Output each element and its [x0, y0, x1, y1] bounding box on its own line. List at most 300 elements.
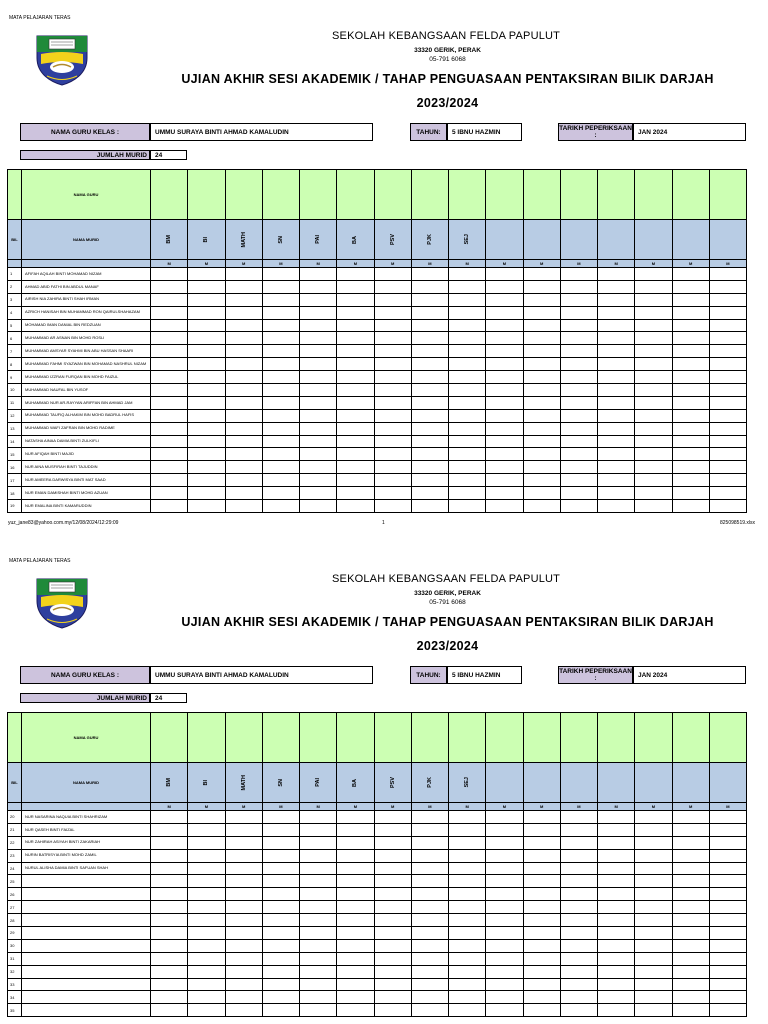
mark-cell[interactable]: [151, 448, 188, 461]
mark-cell[interactable]: [635, 914, 672, 927]
mark-cell[interactable]: [411, 396, 448, 409]
mark-cell[interactable]: [411, 280, 448, 293]
mark-cell[interactable]: [225, 823, 262, 836]
mark-cell[interactable]: [411, 991, 448, 1004]
mark-cell[interactable]: [635, 487, 672, 500]
mark-cell[interactable]: [598, 461, 635, 474]
mark-cell[interactable]: [151, 268, 188, 281]
guru-cell-6[interactable]: [374, 713, 411, 763]
mark-cell[interactable]: [709, 823, 746, 836]
mark-cell[interactable]: [225, 875, 262, 888]
mark-cell[interactable]: [225, 952, 262, 965]
mark-cell[interactable]: [337, 358, 374, 371]
mark-cell[interactable]: [337, 939, 374, 952]
mark-cell[interactable]: [635, 875, 672, 888]
guru-cell-14[interactable]: [672, 170, 709, 220]
mark-cell[interactable]: [598, 978, 635, 991]
mark-cell[interactable]: [598, 319, 635, 332]
mark-cell[interactable]: [151, 875, 188, 888]
mark-cell[interactable]: [374, 358, 411, 371]
mark-cell[interactable]: [411, 435, 448, 448]
mark-cell[interactable]: [300, 811, 337, 824]
mark-cell[interactable]: [225, 461, 262, 474]
guru-cell-12[interactable]: [598, 170, 635, 220]
mark-cell[interactable]: [560, 422, 597, 435]
mark-cell[interactable]: [560, 332, 597, 345]
mark-cell[interactable]: [262, 409, 299, 422]
mark-cell[interactable]: [262, 371, 299, 384]
mark-cell[interactable]: [337, 422, 374, 435]
mark-cell[interactable]: [300, 280, 337, 293]
mark-cell[interactable]: [635, 991, 672, 1004]
mark-cell[interactable]: [709, 448, 746, 461]
mark-cell[interactable]: [188, 461, 225, 474]
mark-cell[interactable]: [411, 978, 448, 991]
mark-cell[interactable]: [635, 409, 672, 422]
mark-cell[interactable]: [411, 293, 448, 306]
guru-cell-5[interactable]: [337, 170, 374, 220]
mark-cell[interactable]: [411, 358, 448, 371]
mark-cell[interactable]: [560, 448, 597, 461]
mark-cell[interactable]: [262, 939, 299, 952]
mark-cell[interactable]: [449, 500, 486, 513]
mark-cell[interactable]: [374, 927, 411, 940]
mark-cell[interactable]: [188, 487, 225, 500]
mark-cell[interactable]: [337, 396, 374, 409]
mark-cell[interactable]: [151, 849, 188, 862]
mark-cell[interactable]: [151, 836, 188, 849]
mark-cell[interactable]: [523, 461, 560, 474]
mark-cell[interactable]: [672, 1004, 709, 1017]
guru-cell-0[interactable]: [151, 713, 188, 763]
guru-cell-0[interactable]: [151, 170, 188, 220]
mark-cell[interactable]: [262, 914, 299, 927]
mark-cell[interactable]: [560, 952, 597, 965]
mark-cell[interactable]: [262, 875, 299, 888]
mark-cell[interactable]: [672, 435, 709, 448]
mark-cell[interactable]: [449, 836, 486, 849]
mark-cell[interactable]: [225, 306, 262, 319]
mark-cell[interactable]: [635, 927, 672, 940]
mark-cell[interactable]: [598, 939, 635, 952]
mark-cell[interactable]: [262, 293, 299, 306]
mark-cell[interactable]: [411, 862, 448, 875]
mark-cell[interactable]: [709, 280, 746, 293]
mark-cell[interactable]: [560, 862, 597, 875]
mark-cell[interactable]: [449, 280, 486, 293]
mark-cell[interactable]: [411, 875, 448, 888]
mark-cell[interactable]: [300, 487, 337, 500]
mark-cell[interactable]: [449, 914, 486, 927]
mark-cell[interactable]: [709, 435, 746, 448]
mark-cell[interactable]: [188, 332, 225, 345]
mark-cell[interactable]: [672, 927, 709, 940]
mark-cell[interactable]: [262, 823, 299, 836]
mark-cell[interactable]: [598, 849, 635, 862]
mark-cell[interactable]: [374, 332, 411, 345]
mark-cell[interactable]: [486, 500, 523, 513]
mark-cell[interactable]: [411, 952, 448, 965]
mark-cell[interactable]: [709, 396, 746, 409]
mark-cell[interactable]: [374, 396, 411, 409]
mark-cell[interactable]: [337, 952, 374, 965]
guru-cell-13[interactable]: [635, 713, 672, 763]
mark-cell[interactable]: [300, 939, 337, 952]
mark-cell[interactable]: [560, 836, 597, 849]
mark-cell[interactable]: [262, 888, 299, 901]
mark-cell[interactable]: [337, 862, 374, 875]
mark-cell[interactable]: [560, 991, 597, 1004]
mark-cell[interactable]: [225, 901, 262, 914]
mark-cell[interactable]: [486, 901, 523, 914]
mark-cell[interactable]: [598, 306, 635, 319]
mark-cell[interactable]: [337, 836, 374, 849]
mark-cell[interactable]: [262, 396, 299, 409]
mark-cell[interactable]: [374, 888, 411, 901]
mark-cell[interactable]: [598, 487, 635, 500]
mark-cell[interactable]: [523, 268, 560, 281]
mark-cell[interactable]: [560, 319, 597, 332]
mark-cell[interactable]: [486, 396, 523, 409]
mark-cell[interactable]: [560, 927, 597, 940]
mark-cell[interactable]: [672, 500, 709, 513]
mark-cell[interactable]: [449, 448, 486, 461]
mark-cell[interactable]: [635, 500, 672, 513]
mark-cell[interactable]: [635, 474, 672, 487]
mark-cell[interactable]: [672, 862, 709, 875]
mark-cell[interactable]: [486, 371, 523, 384]
mark-cell[interactable]: [262, 991, 299, 1004]
mark-cell[interactable]: [374, 500, 411, 513]
mark-cell[interactable]: [486, 849, 523, 862]
mark-cell[interactable]: [411, 939, 448, 952]
mark-cell[interactable]: [151, 461, 188, 474]
mark-cell[interactable]: [188, 888, 225, 901]
mark-cell[interactable]: [300, 927, 337, 940]
mark-cell[interactable]: [486, 875, 523, 888]
mark-cell[interactable]: [486, 461, 523, 474]
mark-cell[interactable]: [598, 500, 635, 513]
mark-cell[interactable]: [374, 448, 411, 461]
mark-cell[interactable]: [337, 849, 374, 862]
mark-cell[interactable]: [449, 422, 486, 435]
mark-cell[interactable]: [151, 1004, 188, 1017]
mark-cell[interactable]: [486, 409, 523, 422]
mark-cell[interactable]: [709, 384, 746, 397]
guru-cell-7[interactable]: [411, 170, 448, 220]
mark-cell[interactable]: [262, 1004, 299, 1017]
mark-cell[interactable]: [672, 268, 709, 281]
mark-cell[interactable]: [300, 332, 337, 345]
mark-cell[interactable]: [635, 901, 672, 914]
mark-cell[interactable]: [300, 862, 337, 875]
mark-cell[interactable]: [449, 823, 486, 836]
mark-cell[interactable]: [337, 487, 374, 500]
mark-cell[interactable]: [411, 487, 448, 500]
mark-cell[interactable]: [225, 409, 262, 422]
mark-cell[interactable]: [225, 927, 262, 940]
mark-cell[interactable]: [635, 293, 672, 306]
mark-cell[interactable]: [262, 487, 299, 500]
mark-cell[interactable]: [709, 409, 746, 422]
mark-cell[interactable]: [411, 319, 448, 332]
mark-cell[interactable]: [523, 901, 560, 914]
mark-cell[interactable]: [188, 914, 225, 927]
mark-cell[interactable]: [598, 1004, 635, 1017]
mark-cell[interactable]: [449, 875, 486, 888]
mark-cell[interactable]: [188, 435, 225, 448]
mark-cell[interactable]: [449, 862, 486, 875]
mark-cell[interactable]: [560, 914, 597, 927]
mark-cell[interactable]: [337, 927, 374, 940]
mark-cell[interactable]: [523, 435, 560, 448]
mark-cell[interactable]: [523, 448, 560, 461]
mark-cell[interactable]: [151, 409, 188, 422]
mark-cell[interactable]: [262, 268, 299, 281]
mark-cell[interactable]: [374, 875, 411, 888]
mark-cell[interactable]: [225, 849, 262, 862]
mark-cell[interactable]: [523, 965, 560, 978]
mark-cell[interactable]: [188, 991, 225, 1004]
mark-cell[interactable]: [374, 319, 411, 332]
mark-cell[interactable]: [560, 965, 597, 978]
mark-cell[interactable]: [449, 1004, 486, 1017]
mark-cell[interactable]: [635, 1004, 672, 1017]
mark-cell[interactable]: [672, 384, 709, 397]
mark-cell[interactable]: [672, 332, 709, 345]
mark-cell[interactable]: [225, 888, 262, 901]
mark-cell[interactable]: [151, 965, 188, 978]
mark-cell[interactable]: [635, 448, 672, 461]
mark-cell[interactable]: [523, 978, 560, 991]
mark-cell[interactable]: [709, 952, 746, 965]
mark-cell[interactable]: [672, 952, 709, 965]
mark-cell[interactable]: [300, 965, 337, 978]
mark-cell[interactable]: [560, 500, 597, 513]
mark-cell[interactable]: [337, 823, 374, 836]
mark-cell[interactable]: [188, 422, 225, 435]
mark-cell[interactable]: [151, 487, 188, 500]
mark-cell[interactable]: [151, 332, 188, 345]
mark-cell[interactable]: [598, 965, 635, 978]
mark-cell[interactable]: [449, 965, 486, 978]
mark-cell[interactable]: [486, 914, 523, 927]
mark-cell[interactable]: [523, 914, 560, 927]
mark-cell[interactable]: [635, 836, 672, 849]
mark-cell[interactable]: [635, 345, 672, 358]
mark-cell[interactable]: [672, 836, 709, 849]
guru-cell-5[interactable]: [337, 713, 374, 763]
mark-cell[interactable]: [225, 345, 262, 358]
mark-cell[interactable]: [598, 384, 635, 397]
mark-cell[interactable]: [672, 849, 709, 862]
mark-cell[interactable]: [523, 422, 560, 435]
mark-cell[interactable]: [486, 268, 523, 281]
mark-cell[interactable]: [449, 396, 486, 409]
mark-cell[interactable]: [374, 823, 411, 836]
mark-cell[interactable]: [188, 1004, 225, 1017]
mark-cell[interactable]: [709, 811, 746, 824]
guru-cell-2[interactable]: [225, 713, 262, 763]
mark-cell[interactable]: [300, 978, 337, 991]
mark-cell[interactable]: [449, 901, 486, 914]
mark-cell[interactable]: [560, 461, 597, 474]
mark-cell[interactable]: [151, 319, 188, 332]
mark-cell[interactable]: [374, 965, 411, 978]
mark-cell[interactable]: [523, 306, 560, 319]
mark-cell[interactable]: [709, 862, 746, 875]
mark-cell[interactable]: [337, 978, 374, 991]
mark-cell[interactable]: [672, 823, 709, 836]
mark-cell[interactable]: [262, 965, 299, 978]
mark-cell[interactable]: [449, 939, 486, 952]
mark-cell[interactable]: [151, 901, 188, 914]
mark-cell[interactable]: [411, 422, 448, 435]
mark-cell[interactable]: [225, 991, 262, 1004]
mark-cell[interactable]: [337, 965, 374, 978]
mark-cell[interactable]: [598, 875, 635, 888]
mark-cell[interactable]: [188, 823, 225, 836]
mark-cell[interactable]: [523, 293, 560, 306]
mark-cell[interactable]: [300, 448, 337, 461]
mark-cell[interactable]: [300, 500, 337, 513]
mark-cell[interactable]: [486, 280, 523, 293]
mark-cell[interactable]: [635, 358, 672, 371]
mark-cell[interactable]: [300, 435, 337, 448]
mark-cell[interactable]: [374, 1004, 411, 1017]
mark-cell[interactable]: [225, 978, 262, 991]
mark-cell[interactable]: [672, 319, 709, 332]
mark-cell[interactable]: [151, 293, 188, 306]
mark-cell[interactable]: [151, 991, 188, 1004]
mark-cell[interactable]: [374, 409, 411, 422]
mark-cell[interactable]: [262, 474, 299, 487]
mark-cell[interactable]: [411, 384, 448, 397]
mark-cell[interactable]: [262, 811, 299, 824]
mark-cell[interactable]: [225, 371, 262, 384]
mark-cell[interactable]: [486, 384, 523, 397]
mark-cell[interactable]: [188, 474, 225, 487]
mark-cell[interactable]: [523, 849, 560, 862]
mark-cell[interactable]: [709, 345, 746, 358]
mark-cell[interactable]: [300, 914, 337, 927]
mark-cell[interactable]: [486, 991, 523, 1004]
mark-cell[interactable]: [225, 332, 262, 345]
mark-cell[interactable]: [374, 268, 411, 281]
mark-cell[interactable]: [188, 396, 225, 409]
mark-cell[interactable]: [449, 952, 486, 965]
mark-cell[interactable]: [374, 422, 411, 435]
mark-cell[interactable]: [188, 268, 225, 281]
mark-cell[interactable]: [486, 422, 523, 435]
mark-cell[interactable]: [560, 849, 597, 862]
mark-cell[interactable]: [151, 888, 188, 901]
mark-cell[interactable]: [523, 332, 560, 345]
mark-cell[interactable]: [672, 422, 709, 435]
mark-cell[interactable]: [449, 332, 486, 345]
mark-cell[interactable]: [635, 888, 672, 901]
guru-cell-10[interactable]: [523, 713, 560, 763]
mark-cell[interactable]: [225, 1004, 262, 1017]
mark-cell[interactable]: [672, 306, 709, 319]
mark-cell[interactable]: [225, 384, 262, 397]
mark-cell[interactable]: [225, 474, 262, 487]
mark-cell[interactable]: [151, 474, 188, 487]
mark-cell[interactable]: [300, 474, 337, 487]
mark-cell[interactable]: [300, 461, 337, 474]
mark-cell[interactable]: [486, 306, 523, 319]
mark-cell[interactable]: [560, 875, 597, 888]
mark-cell[interactable]: [337, 811, 374, 824]
mark-cell[interactable]: [709, 371, 746, 384]
guru-cell-9[interactable]: [486, 713, 523, 763]
mark-cell[interactable]: [598, 435, 635, 448]
mark-cell[interactable]: [337, 409, 374, 422]
mark-cell[interactable]: [449, 474, 486, 487]
guru-cell-12[interactable]: [598, 713, 635, 763]
mark-cell[interactable]: [523, 371, 560, 384]
mark-cell[interactable]: [709, 991, 746, 1004]
mark-cell[interactable]: [337, 345, 374, 358]
mark-cell[interactable]: [411, 836, 448, 849]
mark-cell[interactable]: [523, 1004, 560, 1017]
mark-cell[interactable]: [262, 384, 299, 397]
mark-cell[interactable]: [411, 409, 448, 422]
mark-cell[interactable]: [486, 487, 523, 500]
mark-cell[interactable]: [300, 345, 337, 358]
mark-cell[interactable]: [188, 306, 225, 319]
mark-cell[interactable]: [635, 306, 672, 319]
mark-cell[interactable]: [598, 474, 635, 487]
mark-cell[interactable]: [225, 280, 262, 293]
mark-cell[interactable]: [188, 927, 225, 940]
mark-cell[interactable]: [449, 293, 486, 306]
mark-cell[interactable]: [598, 823, 635, 836]
mark-cell[interactable]: [449, 371, 486, 384]
mark-cell[interactable]: [560, 345, 597, 358]
mark-cell[interactable]: [374, 836, 411, 849]
mark-cell[interactable]: [262, 836, 299, 849]
mark-cell[interactable]: [672, 280, 709, 293]
mark-cell[interactable]: [374, 345, 411, 358]
mark-cell[interactable]: [411, 901, 448, 914]
mark-cell[interactable]: [449, 487, 486, 500]
mark-cell[interactable]: [225, 811, 262, 824]
guru-cell-3[interactable]: [262, 170, 299, 220]
mark-cell[interactable]: [635, 952, 672, 965]
mark-cell[interactable]: [486, 332, 523, 345]
mark-cell[interactable]: [151, 500, 188, 513]
mark-cell[interactable]: [300, 991, 337, 1004]
mark-cell[interactable]: [598, 927, 635, 940]
guru-cell-4[interactable]: [300, 170, 337, 220]
mark-cell[interactable]: [300, 836, 337, 849]
mark-cell[interactable]: [411, 448, 448, 461]
mark-cell[interactable]: [709, 888, 746, 901]
mark-cell[interactable]: [262, 461, 299, 474]
mark-cell[interactable]: [449, 461, 486, 474]
mark-cell[interactable]: [300, 409, 337, 422]
mark-cell[interactable]: [523, 888, 560, 901]
mark-cell[interactable]: [486, 319, 523, 332]
mark-cell[interactable]: [709, 927, 746, 940]
mark-cell[interactable]: [560, 474, 597, 487]
mark-cell[interactable]: [188, 862, 225, 875]
mark-cell[interactable]: [523, 927, 560, 940]
mark-cell[interactable]: [560, 978, 597, 991]
mark-cell[interactable]: [188, 409, 225, 422]
mark-cell[interactable]: [262, 345, 299, 358]
